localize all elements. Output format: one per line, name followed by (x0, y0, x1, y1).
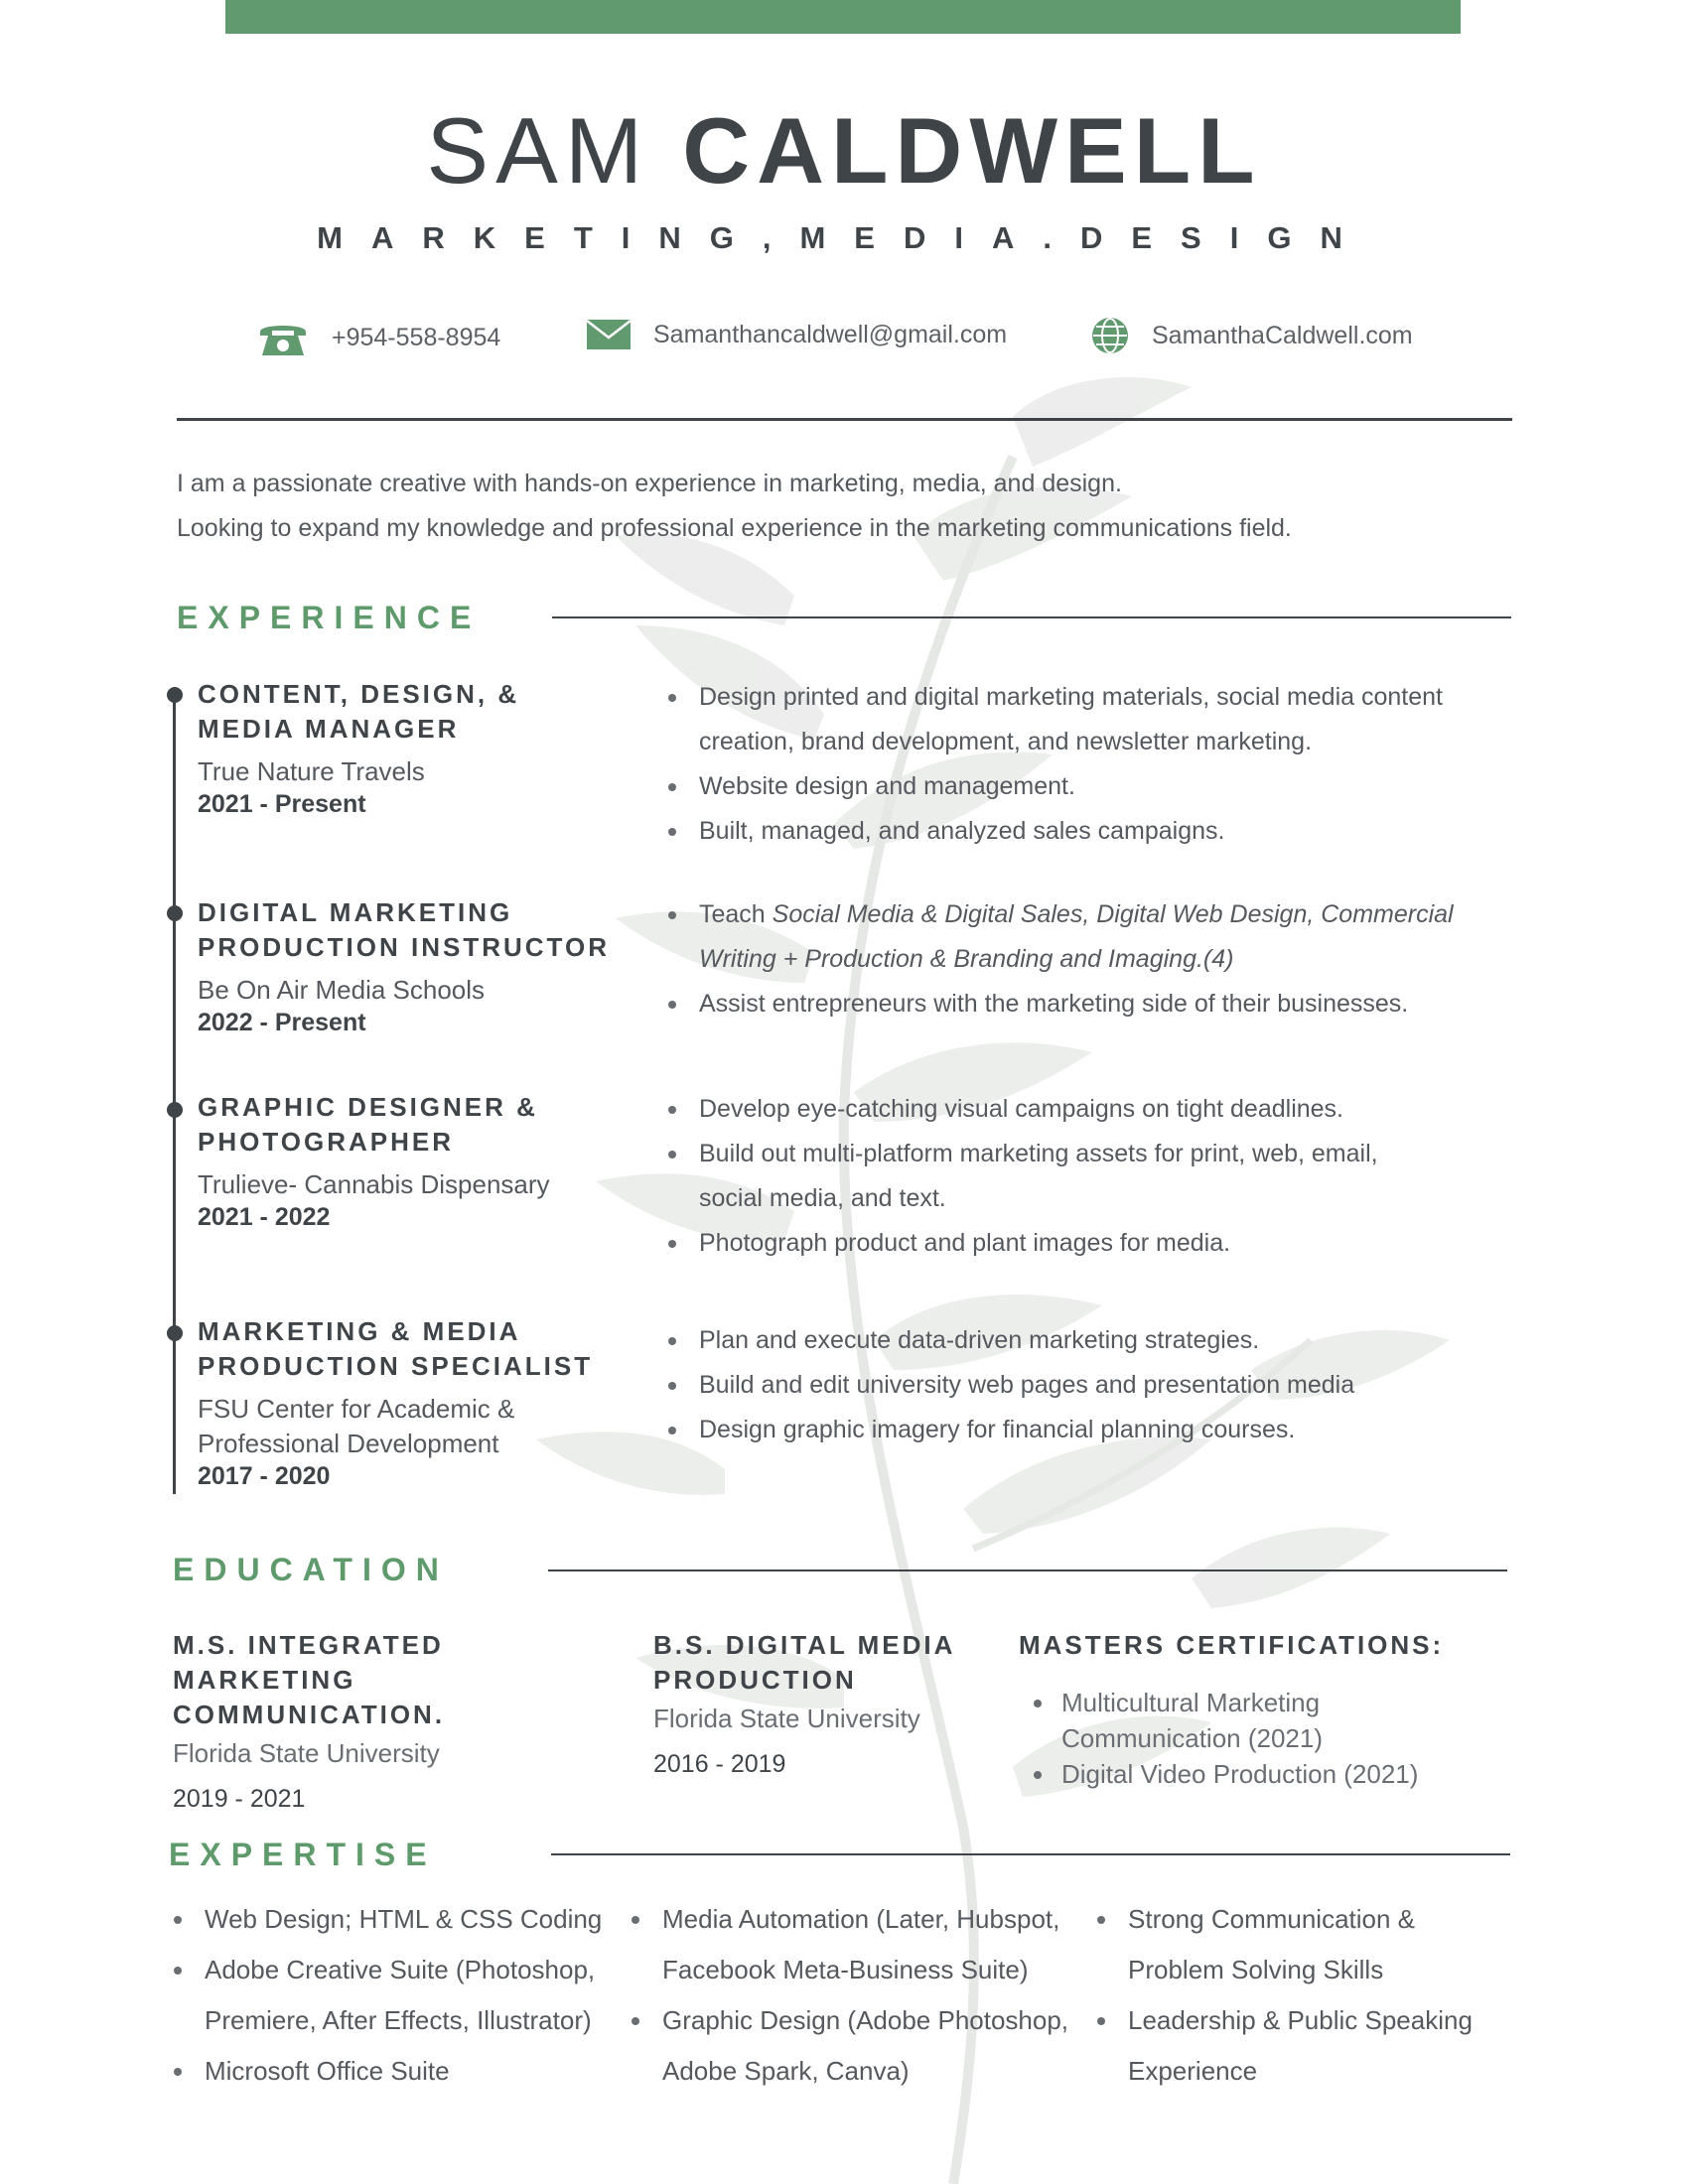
list-item (1025, 1685, 1452, 1756)
tagline: MARKETING,MEDIA.DESIGN (317, 220, 1371, 255)
job-entry (198, 677, 634, 819)
bullet-line: Experience (1128, 2056, 1258, 2086)
bullet-line: Premiere, After Effects, Illustrator) (205, 2005, 592, 2035)
list-item: Assist entrepreneurs with the marketing side of their businesses. (665, 982, 1519, 1026)
degree-title-line: M.S. INTEGRATED MARKETING (173, 1630, 444, 1695)
job-title (198, 677, 634, 747)
degree-title (173, 1628, 630, 1732)
list-item: Website design and management. (665, 764, 1519, 809)
job-bullets (665, 1087, 1519, 1266)
bullet-line: Graphic Design (Adobe Photoshop, (662, 2005, 1069, 2035)
job-dates: 2021 - Present (198, 790, 366, 818)
list-item: Web Design; HTML & CSS Coding (171, 1894, 628, 1945)
job-dates: 2017 - 2020 (198, 1462, 331, 1490)
degree-title-line: COMMUNICATION. (173, 1700, 446, 1729)
timeline-dot (167, 905, 183, 921)
degree-entry (173, 1628, 630, 1817)
experience-heading: EXPERIENCE (177, 600, 482, 635)
cert-line: Communication (2021) (1061, 1723, 1324, 1753)
job-company: True Nature Travels (198, 756, 425, 786)
job-bullets (665, 1318, 1519, 1452)
list-item (665, 675, 1519, 764)
job-title-line: PHOTOGRAPHER (198, 1127, 454, 1157)
job-title-line: MEDIA MANAGER (198, 714, 460, 744)
bullet-line: Writing + Production & Branding and Imaging.(4) (699, 945, 1234, 973)
degree-title (653, 1628, 1011, 1698)
job-bullets (665, 675, 1519, 854)
bullet-line: Build out multi-platform marketing assets for print, web, email, (699, 1140, 1378, 1167)
list-item: Develop eye-catching visual campaigns on tight deadlines. (665, 1087, 1519, 1132)
phone-icon (256, 318, 310, 357)
bullet-line: Design printed and digital marketing materials, social media content (699, 683, 1443, 711)
expertise-divider (551, 1853, 1510, 1855)
cert-line: Multicultural Marketing (1061, 1688, 1321, 1717)
bullet-line: Adobe Spark, Canva) (662, 2056, 910, 2086)
website-text: SamanthaCaldwell.com (1152, 321, 1413, 349)
header-divider (177, 418, 1512, 421)
candidate-name (0, 98, 1688, 203)
education-heading: EDUCATION (173, 1552, 449, 1587)
job-dates: 2021 - 2022 (198, 1203, 331, 1231)
contact-email[interactable] (586, 318, 1007, 351)
timeline-dot (167, 1325, 183, 1341)
job-title-line: MARKETING & MEDIA (198, 1316, 521, 1346)
job-title (198, 1314, 634, 1384)
degree-title-line: PRODUCTION (653, 1665, 857, 1695)
education-divider (548, 1570, 1507, 1571)
summary-line: Looking to expand my knowledge and professional experience in the marketing communications field. (177, 514, 1292, 542)
expertise-column (171, 1894, 628, 2097)
top-accent-bar (225, 0, 1461, 34)
job-title-line: CONTENT, DESIGN, & (198, 679, 520, 709)
contact-website[interactable] (1090, 316, 1413, 355)
job-entry (198, 1090, 634, 1232)
degree-school: Florida State University (173, 1738, 440, 1768)
last-name: CALDWELL (682, 98, 1262, 203)
company-line: FSU Center for Academic & (198, 1394, 515, 1424)
certifications-title: MASTERS CERTIFICATIONS: (1019, 1630, 1445, 1660)
bullet-italic-text: Social Media & Digital Sales, Digital Web Design, Commercial (772, 900, 1454, 928)
job-title (198, 895, 634, 965)
job-title-line: DIGITAL MARKETING (198, 897, 513, 927)
certifications-block (1019, 1628, 1456, 1663)
list-item: Digital Video Production (2021) (1025, 1756, 1452, 1792)
bullet-line: social media, and text. (699, 1184, 946, 1212)
bullet-text: Teach (699, 900, 773, 928)
list-item (629, 1894, 1075, 1995)
list-item (1094, 1894, 1511, 1995)
bullet-line (699, 892, 1519, 937)
degree-dates: 2016 - 2019 (653, 1750, 786, 1778)
expertise-column (629, 1894, 1075, 2097)
phone-text: +954-558-8954 (332, 323, 501, 351)
list-item (1094, 1995, 1511, 2097)
list-item (665, 892, 1519, 982)
email-text: Samanthancaldwell@gmail.com (653, 320, 1008, 348)
job-title (198, 1090, 634, 1160)
job-bullets (665, 892, 1519, 1026)
job-dates: 2022 - Present (198, 1009, 366, 1036)
expertise-heading: EXPERTISE (169, 1837, 437, 1872)
degree-entry (653, 1628, 1011, 1782)
bullet-line: creation, brand development, and newsletter marketing. (699, 728, 1313, 755)
job-title-line: PRODUCTION INSTRUCTOR (198, 932, 610, 962)
degree-school: Florida State University (653, 1704, 920, 1733)
summary-line: I am a passionate creative with hands-on experience in marketing, media, and design. (177, 470, 1122, 497)
degree-dates: 2019 - 2021 (173, 1785, 306, 1813)
list-item (665, 1132, 1519, 1221)
bullet-line: Adobe Creative Suite (Photoshop, (205, 1955, 596, 1984)
list-item: Plan and execute data-driven marketing strategies. (665, 1318, 1519, 1363)
list-item: Photograph product and plant images for media. (665, 1221, 1519, 1266)
job-entry (198, 895, 634, 1037)
list-item: Built, managed, and analyzed sales campaigns. (665, 809, 1519, 854)
company-line: Professional Development (198, 1429, 499, 1458)
contact-phone[interactable] (256, 318, 500, 357)
list-item: Build and edit university web pages and presentation media (665, 1363, 1519, 1408)
list-item (171, 1945, 628, 2046)
degree-title-line: B.S. DIGITAL MEDIA (653, 1630, 956, 1660)
first-name: SAM (426, 98, 650, 203)
certifications-list (1025, 1685, 1452, 1792)
job-company: Trulieve- Cannabis Dispensary (198, 1169, 550, 1199)
expertise-column (1094, 1894, 1511, 2097)
job-title-line: PRODUCTION SPECIALIST (198, 1351, 594, 1381)
job-company: Be On Air Media Schools (198, 975, 486, 1005)
list-item: Microsoft Office Suite (171, 2046, 628, 2097)
list-item: Design graphic imagery for financial planning courses. (665, 1408, 1519, 1452)
email-icon (586, 318, 632, 351)
job-title-line: GRAPHIC DESIGNER & (198, 1092, 538, 1122)
timeline-dot (167, 687, 183, 703)
globe-icon (1090, 316, 1130, 355)
timeline-dot (167, 1102, 183, 1118)
bullet-line: Problem Solving Skills (1128, 1955, 1384, 1984)
bullet-line: Strong Communication & (1128, 1904, 1416, 1934)
bullet-line: Facebook Meta-Business Suite) (662, 1955, 1029, 1984)
bullet-line: Leadership & Public Speaking (1128, 2005, 1473, 2035)
experience-divider (552, 616, 1511, 618)
list-item (629, 1995, 1075, 2097)
job-entry (198, 1314, 634, 1491)
timeline-line (173, 695, 176, 1494)
summary (177, 462, 1517, 551)
job-company (198, 1392, 634, 1461)
bullet-line: Media Automation (Later, Hubspot, (662, 1904, 1060, 1934)
